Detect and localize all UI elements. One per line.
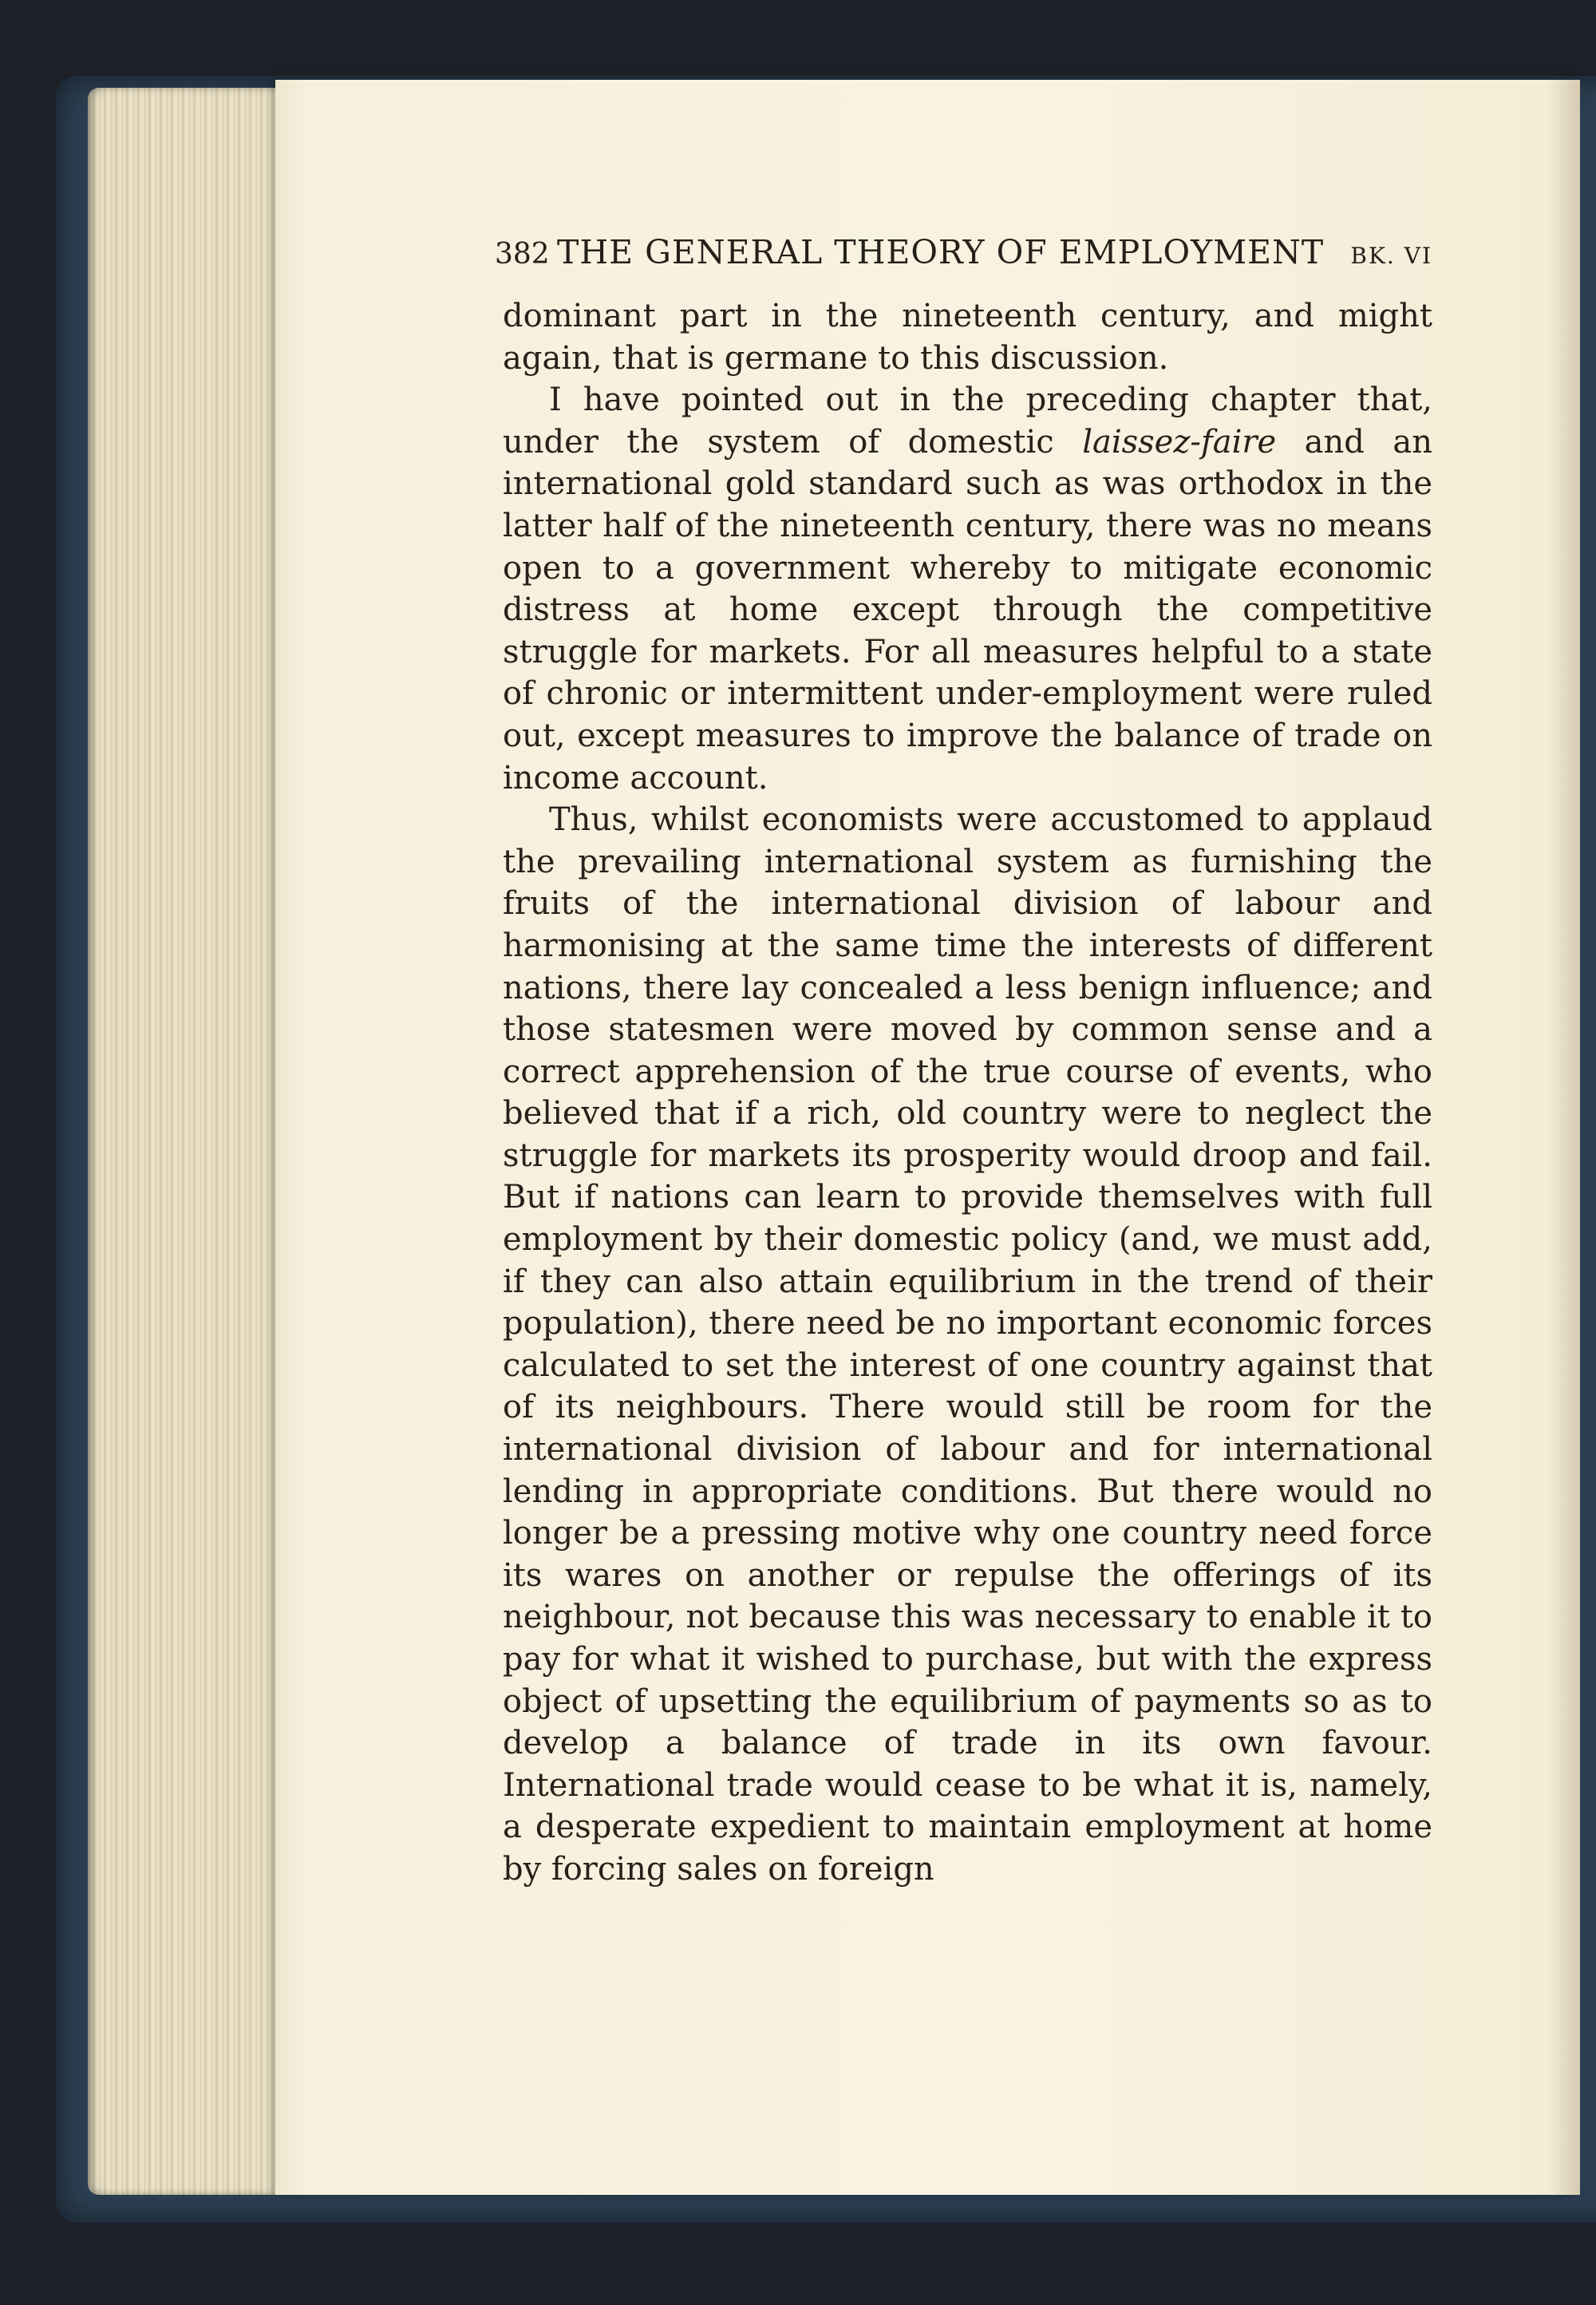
running-head: [495, 233, 1432, 281]
gutter-shadow: [1548, 80, 1580, 2195]
paragraph: [503, 379, 1432, 799]
paragraph-continuation: dominant part in the nineteenth century, and might again, that is germane to this discussion.: [503, 298, 1432, 377]
italic-term: laissez-faire: [1082, 423, 1277, 461]
body-text: [503, 295, 1432, 1891]
page-number: 382: [495, 238, 550, 271]
book-section: BK. VI: [1350, 243, 1432, 269]
page-edges: [88, 88, 295, 2195]
paragraph-text: and an international gold standard such as was orthodox in the latter half of the nineteenth century, there was no means open to a government whereby to mitigate economic distress at home except through the competitive struggle for markets. For all measures helpful to a state of chronic or intermittent under-employment were ruled out, except measures to improve the balance of trade on income account.: [503, 423, 1432, 797]
paragraph-text: I have pointed out in the preceding chapter that, under the system of domestic: [503, 382, 1432, 461]
running-title: THE GENERAL THEORY OF EMPLOYMENT: [557, 233, 1325, 271]
paragraph: Thus, whilst economists were accustomed to applaud the prevailing international system as furnishing the fruits of the international division of labour and harmonising at the same time the interests of different nations, there lay concealed a less benign influence; and those statesmen were moved by common sense and a correct apprehension of the true course of events, who believed that if a rich, old country were to neglect the struggle for markets its prosperity would droop and fail. But if nations can learn to provide themselves with full employment by their domestic policy (and, we must add, if they can also attain equilibrium in the trend of their population), there need be no important economic forces calculated to set the interest of one country against that of its neighbours. There would still be room for the international division of labour and for international lending in appropriate conditions. But there would no longer be a pressing motive why one country need force its wares on another or repulse the offerings of its neighbour, not because this was necessary to enable it to pay for what it wished to purchase, but with the express object of upsetting the equilibrium of payments so as to develop a balance of trade in its own favour. International trade would cease to be what it is, namely, a desperate expedient to maintain employment at home by forcing sales on foreign: [503, 801, 1432, 1888]
